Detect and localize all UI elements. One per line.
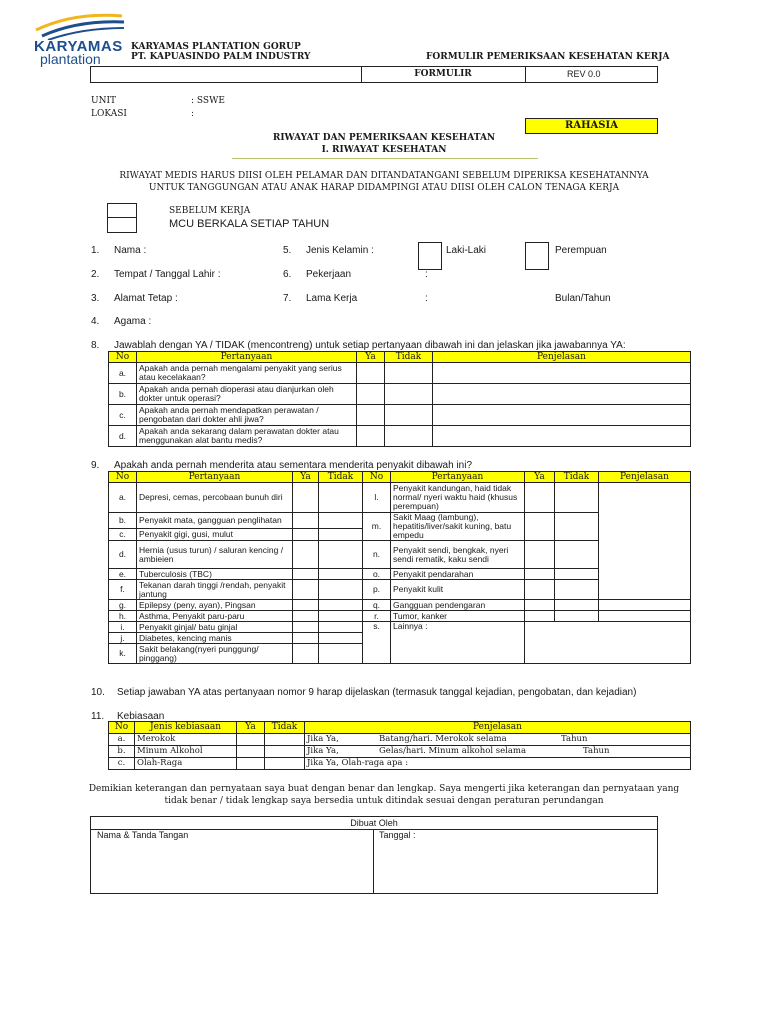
table-row [109, 758, 691, 770]
q8-header-row [109, 352, 691, 363]
q9-left-no: g. [109, 600, 137, 611]
q11-table [108, 721, 691, 770]
q11-header-no-answer: Tidak [265, 722, 305, 734]
q11-expl-suffix: Tahun [583, 746, 610, 756]
q11-no-cell[interactable] [265, 746, 305, 758]
q9-right-question: Penyakit pendarahan [391, 569, 525, 580]
q9-no-cell[interactable] [319, 513, 363, 529]
q8-explanation-cell[interactable] [433, 363, 691, 384]
q11-habit-name: Olah-Raga [135, 758, 237, 770]
q8-yes-cell[interactable] [357, 363, 385, 384]
q11-expl-middle: Gelas/hari. Minum alkohol selama [379, 746, 527, 756]
field-name-label: Nama : [114, 245, 147, 256]
q9-left-question: Depresi, cemas, percobaan bunuh diri [137, 483, 293, 513]
q9-instruction: Apakah anda pernah menderita atau sementara menderita penyakit dibawah ini? [114, 460, 473, 471]
field-birth-label: Tempat / Tanggal Lahir : [114, 269, 221, 280]
q8-no-cell[interactable] [385, 384, 433, 405]
form-code-box [90, 66, 658, 83]
q9-right-question: Sakit Maag (lambung), hepatitis/liver/sakit kuning, batu empedu [391, 513, 525, 541]
q11-number: 11. [91, 711, 105, 722]
label-male: Laki-Laki [446, 245, 487, 256]
field-job-colon: : [425, 269, 428, 280]
company-name-1: KARYAMAS PLANTATION GORUP [131, 42, 301, 52]
q8-row-question: Apakah anda pernah dioperasi atau dianjurkan oleh dokter untuk operasi? [137, 384, 357, 405]
q9-right-no: m. [363, 513, 391, 541]
q8-row-question: Apakah anda pernah mengalami penyakit yang serius atau kecelakaan? [137, 363, 357, 384]
q9-left-question: Tekanan darah tinggi /rendah, penyakit jantung [137, 580, 293, 600]
q8-row-no: a. [109, 363, 137, 384]
q9-left-question: Tuberculosis (TBC) [137, 569, 293, 580]
field-address-label: Alamat Tetap : [114, 293, 178, 304]
table-row [109, 734, 691, 746]
q9-right-no: p. [363, 580, 391, 600]
q9-left-no: b. [109, 513, 137, 529]
q8-number: 8. [91, 340, 100, 351]
q9-no-cell[interactable] [555, 611, 599, 622]
table-row [109, 384, 691, 405]
q9-header-row [109, 472, 691, 483]
q9-left-question: Penyakit gigi, gusi, mulut [137, 529, 293, 541]
declaration-line-1: Demikian keterangan dan pernyataan saya buat dengan benar dan lengkap. Saya mengerti jika keterangan dan pernyataan yang [88, 784, 680, 794]
q11-expl-suffix: Tahun [561, 734, 588, 744]
q9-no-cell[interactable] [319, 569, 363, 580]
field-tenure-colon: : [425, 293, 428, 304]
q9-no-cell[interactable] [319, 600, 363, 611]
intro-line-1: RIWAYAT MEDIS HARUS DIISI OLEH PELAMAR DAN DITANDATANGANI SEBELUM DIPERIKSA KESEHATANNYA [119, 171, 649, 181]
company-name-2: PT. KAPUASINDO PALM INDUSTRY [131, 52, 311, 62]
q9-yes-cell[interactable] [525, 483, 555, 513]
q9-header-no-right: No [363, 472, 391, 483]
q8-yes-cell[interactable] [357, 384, 385, 405]
q8-row-no: b. [109, 384, 137, 405]
q11-header-row [109, 722, 691, 734]
logo-swoosh-icon [34, 10, 126, 40]
checkbox-divider [108, 217, 136, 218]
q9-left-no: a. [109, 483, 137, 513]
q11-explanation-cell[interactable] [305, 734, 691, 746]
q9-no-cell[interactable] [319, 611, 363, 622]
signature-name-field[interactable]: Nama & Tanda Tangan [97, 830, 189, 840]
q8-header-question: Pertanyaan [137, 352, 357, 363]
signature-box [90, 816, 658, 894]
q8-yes-cell[interactable] [357, 426, 385, 447]
logo-text-plantation: plantation [40, 51, 101, 67]
field-religion-label: Agama : [114, 316, 152, 327]
q9-header-explanation: Penjelasan [599, 472, 691, 483]
form-code-divider-2 [525, 67, 526, 82]
q9-no-cell[interactable] [319, 483, 363, 513]
q11-habit-name: Merokok [135, 734, 237, 746]
q8-header-no: No [109, 352, 137, 363]
q9-yes-cell[interactable] [293, 622, 319, 633]
confidential-badge: RAHASIA [525, 118, 658, 134]
q9-number: 9. [91, 460, 100, 471]
q8-header-no-answer: Tidak [385, 352, 433, 363]
q9-left-no: d. [109, 541, 137, 569]
q9-right-no: n. [363, 541, 391, 569]
field-2-number: 2. [91, 269, 100, 280]
q9-yes-cell[interactable] [293, 611, 319, 622]
table-row [109, 746, 691, 758]
q9-left-question: Penyakit mata, gangguan penglihatan [137, 513, 293, 529]
exam-type-checkboxes[interactable] [107, 203, 137, 233]
q9-header-question-right: Pertanyaan [391, 472, 525, 483]
q9-header-question-left: Pertanyaan [137, 472, 293, 483]
q9-right-question: Penyakit sendi, bengkak, nyeri sendi rematik, kaku sendi [391, 541, 525, 569]
declaration-line-2: tidak benar / tidak lengkap saya bersedia untuk ditindak sesuai dengan peraturan perundangan [164, 796, 604, 806]
q9-no-cell[interactable] [319, 541, 363, 569]
field-job-label: Pekerjaan [306, 269, 352, 280]
q9-yes-cell[interactable] [525, 569, 555, 580]
section-title-underline [232, 158, 538, 159]
q9-header-yes-left: Ya [293, 472, 319, 483]
q9-explanation-cell-1[interactable] [599, 483, 691, 600]
label-female: Perempuan [555, 245, 607, 256]
q9-header-no-answer-right: Tidak [555, 472, 599, 483]
q11-expl-prefix: Jika Ya, [307, 746, 339, 756]
field-6-number: 6. [283, 269, 292, 280]
q9-yes-cell[interactable] [293, 580, 319, 600]
q8-explanation-cell[interactable] [433, 405, 691, 426]
q11-no-cell[interactable] [265, 758, 305, 770]
q8-explanation-cell[interactable] [433, 384, 691, 405]
q11-row-no: c. [109, 758, 135, 770]
option-mcu-berkala: MCU BERKALA SETIAP TAHUN [169, 218, 330, 230]
q9-yes-cell[interactable] [525, 541, 555, 569]
q9-no-cell[interactable] [319, 529, 363, 541]
q9-right-no: q. [363, 600, 391, 611]
q10-number: 10. [91, 687, 105, 698]
q9-left-no: c. [109, 529, 137, 541]
q9-no-cell[interactable] [555, 569, 599, 580]
q9-right-no: r. [363, 611, 391, 622]
q9-left-question: Hernia (usus turun) / saluran kencing / ambieien [137, 541, 293, 569]
form-code-label: FORMULIR [414, 69, 472, 79]
q9-right-no: l. [363, 483, 391, 513]
field-tenure-unit: Bulan/Tahun [555, 293, 611, 304]
q8-row-question: Apakah anda sekarang dalam perawatan dokter atau menggunakan alat bantu medis? [137, 426, 357, 447]
form-title: FORMULIR PEMERIKSAAN KESEHATAN KERJA [426, 52, 670, 62]
q9-no-cell[interactable] [555, 600, 599, 611]
company-logo [34, 10, 126, 68]
q9-left-no: i. [109, 622, 137, 633]
section-title-main: RIWAYAT DAN PEMERIKSAAN KESEHATAN [272, 133, 496, 143]
q11-explanation-cell[interactable] [305, 746, 691, 758]
q9-yes-cell[interactable] [293, 633, 319, 644]
unit-label: UNIT [91, 96, 117, 106]
signature-title: Dibuat Oleh [350, 818, 398, 828]
q9-no-cell[interactable] [555, 483, 599, 513]
q9-right-no: s. [363, 622, 391, 664]
q8-table [108, 351, 691, 447]
q9-explanation-cell-3[interactable] [599, 611, 691, 622]
intro-line-2: UNTUK TANGGUNGAN ATAU ANAK HARAP DIDAMPINGI ATAU DIISI OLEH CALON TENAGA KERJA [148, 183, 620, 193]
q8-header-explanation: Penjelasan [433, 352, 691, 363]
q10-text: Setiap jawaban YA atas pertanyaan nomor 9 harap dijelaskan (termasuk tanggal kejadian, pengobatan, dan kejadian) [117, 687, 637, 698]
q9-right-question: Penyakit kulit [391, 580, 525, 600]
q9-right-no: o. [363, 569, 391, 580]
q9-left-no: f. [109, 580, 137, 600]
q9-left-no: e. [109, 569, 137, 580]
field-gender-label: Jenis Kelamin : [306, 245, 374, 256]
signature-column-divider [373, 829, 374, 893]
checkbox-male[interactable] [418, 242, 442, 270]
q11-yes-cell[interactable] [237, 758, 265, 770]
q9-yes-cell[interactable] [525, 580, 555, 600]
q11-yes-cell[interactable] [237, 734, 265, 746]
q9-no-cell[interactable] [319, 622, 363, 633]
unit-value: : SSWE [191, 96, 225, 106]
q9-yes-cell[interactable] [293, 513, 319, 529]
q9-yes-cell[interactable] [293, 569, 319, 580]
q9-yes-cell[interactable] [293, 483, 319, 513]
q9-no-cell[interactable] [555, 541, 599, 569]
q9-header-no-left: No [109, 472, 137, 483]
q8-explanation-cell[interactable] [433, 426, 691, 447]
logo-text-karyamas: KARYAMAS [34, 38, 123, 55]
q8-no-cell[interactable] [385, 426, 433, 447]
q9-table [108, 471, 691, 664]
q9-yes-cell[interactable] [293, 644, 319, 664]
q9-left-question: Diabetes, kencing manis [137, 633, 293, 644]
q8-row-no: d. [109, 426, 137, 447]
q9-header-no-answer-left: Tidak [319, 472, 363, 483]
q8-instruction: Jawablah dengan YA / TIDAK (mencontreng) untuk setiap pertanyaan dibawah ini dan jelaskan jika jawabannya YA: [114, 340, 626, 351]
q11-title: Kebiasaan [117, 711, 165, 722]
q9-no-cell[interactable] [555, 580, 599, 600]
q9-right-question: Tumor, kanker [391, 611, 525, 622]
table-row [109, 611, 691, 622]
q11-no-cell[interactable] [265, 734, 305, 746]
q11-header-no: No [109, 722, 135, 734]
q9-header-yes-right: Ya [525, 472, 555, 483]
q9-yes-cell[interactable] [293, 600, 319, 611]
field-1-number: 1. [91, 245, 100, 256]
field-7-number: 7. [283, 293, 292, 304]
checkbox-female[interactable] [525, 242, 549, 270]
q9-yes-cell[interactable] [525, 611, 555, 622]
q8-row-no: c. [109, 405, 137, 426]
q9-right-question: Gangguan pendengaran [391, 600, 525, 611]
q8-row-question: Apakah anda pernah mendapatkan perawatan / pengobatan dari dokter ahli jiwa? [137, 405, 357, 426]
form-rev: REV 0.0 [567, 69, 601, 79]
q11-yes-cell[interactable] [237, 746, 265, 758]
q11-expl-prefix: Jika Ya, Olah-raga apa : [307, 758, 409, 768]
q8-no-cell[interactable] [385, 405, 433, 426]
q11-row-no: a. [109, 734, 135, 746]
q9-left-question: Sakit belakang(nyeri punggung/ pinggang) [137, 644, 293, 664]
q9-left-question: Penyakit ginjal/ batu ginjal [137, 622, 293, 633]
field-5-number: 5. [283, 245, 292, 256]
signature-date-field[interactable]: Tanggal : [379, 830, 416, 840]
table-row [109, 426, 691, 447]
field-tenure-label: Lama Kerja [306, 293, 358, 304]
table-row [109, 600, 691, 611]
q11-expl-middle: Batang/hari. Merokok selama [379, 734, 507, 744]
table-row [109, 363, 691, 384]
q9-left-question: Epilepsy (peny, ayan), Pingsan [137, 600, 293, 611]
q9-explanation-cell-2[interactable] [599, 600, 691, 611]
field-4-number: 4. [91, 316, 100, 327]
q11-expl-prefix: Jika Ya, [307, 734, 339, 744]
option-sebelum-kerja: SEBELUM KERJA [169, 206, 251, 216]
q11-habit-name: Minum Alkohol [135, 746, 237, 758]
q11-row-no: b. [109, 746, 135, 758]
q11-header-explanation: Penjelasan [305, 722, 691, 734]
q11-explanation-cell[interactable] [305, 758, 691, 770]
q9-left-no: j. [109, 633, 137, 644]
lokasi-label: LOKASI [91, 109, 127, 119]
q9-left-no: k. [109, 644, 137, 664]
q8-yes-cell[interactable] [357, 405, 385, 426]
q9-no-cell[interactable] [319, 644, 363, 664]
q8-no-cell[interactable] [385, 363, 433, 384]
table-row [109, 622, 691, 633]
q9-right-question: Penyakit kandungan, haid tidak normal/ nyeri waktu haid (khusus perempuan) [391, 483, 525, 513]
section-title-sub: I. RIWAYAT KESEHATAN [321, 145, 447, 155]
q9-yes-cell[interactable] [525, 600, 555, 611]
table-row [109, 483, 691, 513]
q9-no-cell[interactable] [319, 633, 363, 644]
q9-yes-cell[interactable] [293, 541, 319, 569]
q9-no-cell[interactable] [555, 513, 599, 541]
q11-header-habit: Jenis kebiasaan [135, 722, 237, 734]
table-row [109, 405, 691, 426]
q8-header-yes: Ya [357, 352, 385, 363]
lokasi-value: : [191, 109, 195, 119]
q9-no-cell[interactable] [319, 580, 363, 600]
q11-header-yes: Ya [237, 722, 265, 734]
q9-yes-cell[interactable] [525, 513, 555, 541]
q9-other-explanation-cell[interactable] [525, 622, 691, 664]
q9-left-question: Asthma, Penyakit paru-paru [137, 611, 293, 622]
q9-yes-cell[interactable] [293, 529, 319, 541]
field-3-number: 3. [91, 293, 100, 304]
q9-right-question: Lainnya : [391, 622, 525, 664]
q9-left-no: h. [109, 611, 137, 622]
